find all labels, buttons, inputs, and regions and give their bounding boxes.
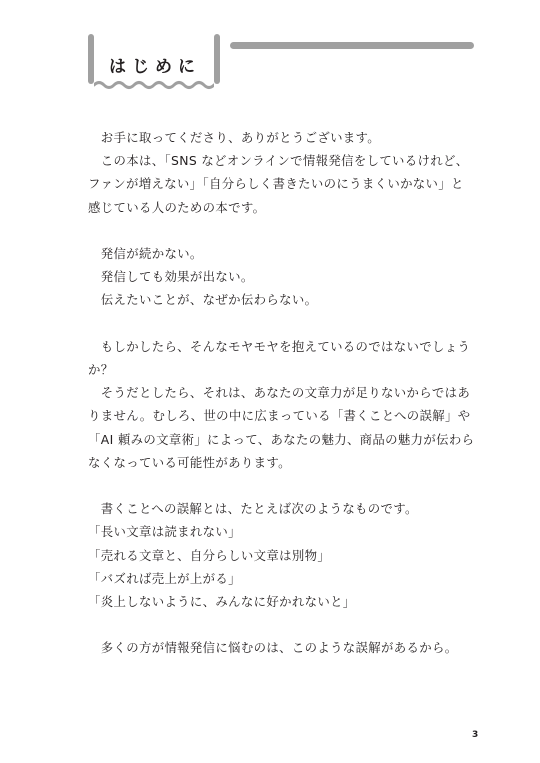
page-number: 3 [472,730,479,740]
text-line: ファンが増えない」「自分らしく書きたいのにうまくいかない」と [88,176,464,192]
paragraph-gap [88,613,480,636]
heading-wave-underline [94,80,214,90]
header-rule [230,42,474,49]
text-line: 書くことへの誤解とは、たとえば次のようなものです。 [88,501,418,517]
paragraph-gap [88,312,480,335]
chapter-title: はじめに [109,57,201,77]
paragraph-gap [88,474,480,497]
text-line: 感じている人のための本です。 [88,199,266,215]
paragraph-gap [88,219,480,242]
text-line: そうだとしたら、それは、あなたの文章力が足りないからではあ [88,385,471,401]
text-line: 「長い文章は読まれない」 [88,524,241,540]
text-line: なくなっている可能性があります。 [88,454,291,470]
body-text [88,126,480,660]
text-line: 「AI 頼みの文章術」によって、あなたの魅力、商品の魅力が伝わら [88,431,475,447]
text-line: 「炎上しないように、みんなに好かれないと」 [88,594,356,610]
chapter-heading [88,34,224,96]
heading-bracket-left [88,34,94,84]
text-line: 伝えたいことが、なぜか伝わらない。 [88,292,318,308]
text-line: この本は、「SNS などオンラインで情報発信をしているけれど、 [88,153,469,169]
text-line: 「売れる文章と、自分らしい文章は別物」 [88,547,331,563]
text-line: もしかしたら、そんなモヤモヤを抱えているのではないでしょう [88,338,471,354]
text-line: 発信が続かない。 [88,246,203,261]
heading-bracket-right [214,34,220,84]
text-line: 発信しても効果が出ない。 [88,269,254,285]
text-line: か？ [88,362,114,377]
text-line: りません。むしろ、世の中に広まっている「書くことへの誤解」や [88,408,471,424]
text-line: お手に取ってくださり、ありがとうございます。 [88,130,381,145]
text-line: 多くの方が情報発信に悩むのは、このような誤解があるから。 [88,640,458,656]
text-line: 「バズれば売上が上がる」 [88,570,241,586]
